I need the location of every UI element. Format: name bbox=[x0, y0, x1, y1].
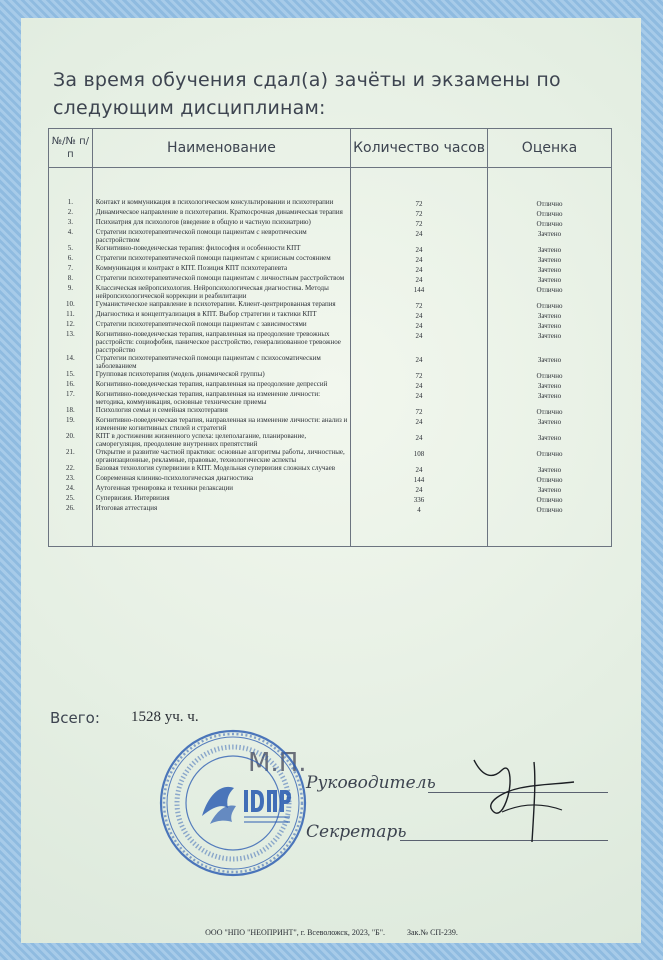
row-hours: 24 bbox=[351, 464, 488, 474]
table-row bbox=[49, 208, 612, 218]
row-discipline-name: Стратегии психотерапевтической помощи пациентам с личностным расстройством bbox=[92, 274, 350, 284]
row-hours: 24 bbox=[351, 330, 488, 354]
row-discipline-name: Когнитивно-поведенческая терапия, направленная на изменение личности: методика, коммуникация, основные технические приемы bbox=[92, 390, 350, 406]
row-grade: Зачтено bbox=[487, 432, 611, 448]
table-row bbox=[49, 504, 612, 547]
row-grade: Отлично bbox=[487, 406, 611, 416]
row-hours: 24 bbox=[351, 244, 488, 254]
row-discipline-name: Психология семьи и семейная психотерапия bbox=[92, 406, 350, 416]
row-discipline-name: Диагностика и концептуализация в КПТ. Выбор стратегии и тактики КПТ bbox=[92, 310, 350, 320]
row-grade: Зачтено bbox=[487, 416, 611, 432]
row-number: 16. bbox=[49, 380, 93, 390]
row-discipline-name: Классическая нейропсихология. Нейропсихологическая диагностика. Методы нейропсихологической коррекции и реабилитации bbox=[92, 284, 350, 300]
table-spacer-row bbox=[49, 168, 612, 199]
row-hours: 144 bbox=[351, 284, 488, 300]
table-row bbox=[49, 370, 612, 380]
table-row bbox=[49, 406, 612, 416]
row-discipline-name: Динамическое направление в психотерапии. Краткосрочная динамическая терапия bbox=[92, 208, 350, 218]
row-number: 3. bbox=[49, 218, 93, 228]
row-number: 7. bbox=[49, 264, 93, 274]
row-hours: 72 bbox=[351, 300, 488, 310]
row-discipline-name: Когнитивно-поведенческая терапия, направленная на преодоление депрессий bbox=[92, 380, 350, 390]
row-discipline-name: Стратегии психотерапевтической помощи пациентам с невротическим расстройством bbox=[92, 228, 350, 244]
row-hours: 24 bbox=[351, 484, 488, 494]
row-number: 2. bbox=[49, 208, 93, 218]
row-discipline-name: Контакт и коммуникация в психологическом консультировании и психотерапии bbox=[92, 198, 350, 208]
row-discipline-name: Итоговая аттестация bbox=[92, 504, 350, 547]
row-discipline-name: Когнитивно-поведенческая терапия: философия и особенности КПТ bbox=[92, 244, 350, 254]
footer-printer: ООО "НПО "НЕОПРИНТ", г. Всеволожск, 2023, "Б". bbox=[205, 928, 385, 937]
row-discipline-name: Когнитивно-поведенческая терапия, направленная на преодоление тревожных расстройств: социофобия, паническое расстройство, генерализованное тревожное расстройство bbox=[92, 330, 350, 354]
row-number: 22. bbox=[49, 464, 93, 474]
row-grade: Отлично bbox=[487, 494, 611, 504]
table-row bbox=[49, 264, 612, 274]
organization-stamp bbox=[158, 728, 308, 878]
table-row bbox=[49, 354, 612, 370]
row-number: 23. bbox=[49, 474, 93, 484]
footer-order: Зак.№ СП-239. bbox=[406, 928, 458, 937]
document-header: За время обучения сдал(а) зачёты и экзамены по следующим дисциплинам: bbox=[53, 69, 561, 119]
row-grade: Зачтено bbox=[487, 330, 611, 354]
row-discipline-name: Стратегии психотерапевтической помощи пациентам с психосоматическим заболеванием bbox=[92, 354, 350, 370]
row-discipline-name: Базовая технология супервизии в КПТ. Модельная супервизия сложных случаев bbox=[92, 464, 350, 474]
column-header-hours: Количество часов bbox=[351, 129, 488, 168]
row-grade: Отлично bbox=[487, 198, 611, 208]
row-number: 12. bbox=[49, 320, 93, 330]
row-hours: 24 bbox=[351, 254, 488, 264]
row-hours: 4 bbox=[351, 504, 488, 547]
table-header-row bbox=[49, 129, 612, 168]
row-grade: Зачтено bbox=[487, 354, 611, 370]
row-hours: 24 bbox=[351, 228, 488, 244]
table-row bbox=[49, 198, 612, 208]
total-section bbox=[50, 709, 199, 728]
row-hours: 108 bbox=[351, 448, 488, 464]
table-row bbox=[49, 330, 612, 354]
table-row bbox=[49, 484, 612, 494]
row-number: 19. bbox=[49, 416, 93, 432]
table-row bbox=[49, 448, 612, 464]
row-hours: 72 bbox=[351, 198, 488, 208]
total-label: Всего: bbox=[50, 709, 100, 727]
head-signature-label: Руководитель bbox=[306, 773, 436, 793]
row-grade: Отлично bbox=[487, 208, 611, 218]
row-grade: Отлично bbox=[487, 300, 611, 310]
table-row bbox=[49, 380, 612, 390]
row-hours: 24 bbox=[351, 274, 488, 284]
row-discipline-name: Открытие и развитие частной практики: основные алгоритмы работы, личностные, организационные, рекламные, правовые, технологические аспекты bbox=[92, 448, 350, 464]
row-number: 20. bbox=[49, 432, 93, 448]
row-hours: 24 bbox=[351, 432, 488, 448]
table-row bbox=[49, 390, 612, 406]
row-grade: Зачтено bbox=[487, 320, 611, 330]
row-grade: Отлично bbox=[487, 474, 611, 484]
row-number: 4. bbox=[49, 228, 93, 244]
row-number: 17. bbox=[49, 390, 93, 406]
row-discipline-name: Аутогенная тренировка и техники релаксации bbox=[92, 484, 350, 494]
secretary-signature-label: Секретарь bbox=[306, 822, 407, 842]
row-grade: Зачтено bbox=[487, 310, 611, 320]
table-row bbox=[49, 274, 612, 284]
row-hours: 72 bbox=[351, 370, 488, 380]
row-discipline-name: Современная клинико-психологическая диагностика bbox=[92, 474, 350, 484]
row-grade: Зачтено bbox=[487, 254, 611, 264]
table-row bbox=[49, 474, 612, 484]
row-discipline-name: Групповая психотерапия (модель динамической группы) bbox=[92, 370, 350, 380]
row-grade: Зачтено bbox=[487, 380, 611, 390]
table-row bbox=[49, 310, 612, 320]
row-grade: Зачтено bbox=[487, 274, 611, 284]
row-hours: 24 bbox=[351, 310, 488, 320]
table-row bbox=[49, 228, 612, 244]
row-number: 21. bbox=[49, 448, 93, 464]
row-grade: Отлично bbox=[487, 504, 611, 547]
row-grade: Отлично bbox=[487, 284, 611, 300]
row-hours: 144 bbox=[351, 474, 488, 484]
row-number: 9. bbox=[49, 284, 93, 300]
row-number: 24. bbox=[49, 484, 93, 494]
row-discipline-name: Коммуникация и контракт в КПТ. Позиция КПТ психотерапевта bbox=[92, 264, 350, 274]
row-discipline-name: Супервизия. Интервизия bbox=[92, 494, 350, 504]
row-grade: Зачтено bbox=[487, 228, 611, 244]
row-grade: Зачтено bbox=[487, 244, 611, 254]
table-body bbox=[49, 168, 612, 547]
row-discipline-name: Когнитивно-поведенческая терапия, направленная на изменение личности: анализ и изменение когнитивных стилей и стратегий bbox=[92, 416, 350, 432]
row-grade: Зачтено bbox=[487, 390, 611, 406]
row-grade: Отлично bbox=[487, 448, 611, 464]
handwritten-signature bbox=[462, 752, 582, 847]
row-hours: 336 bbox=[351, 494, 488, 504]
table-row bbox=[49, 284, 612, 300]
row-hours: 72 bbox=[351, 208, 488, 218]
row-discipline-name: КПТ в достижении жизненного успеха: целеполагание, планирование, саморегуляция, преодоление внутренних препятствий bbox=[92, 432, 350, 448]
row-number: 5. bbox=[49, 244, 93, 254]
row-hours: 24 bbox=[351, 380, 488, 390]
row-number: 8. bbox=[49, 274, 93, 284]
table-row bbox=[49, 464, 612, 474]
row-hours: 72 bbox=[351, 218, 488, 228]
row-hours: 24 bbox=[351, 264, 488, 274]
row-discipline-name: Психиатрия для психологов (введение в общую и частную психиатрию) bbox=[92, 218, 350, 228]
row-grade: Отлично bbox=[487, 370, 611, 380]
stamp-mark-label: М.П. bbox=[248, 748, 307, 778]
table-row bbox=[49, 218, 612, 228]
row-hours: 72 bbox=[351, 406, 488, 416]
row-discipline-name: Стратегии психотерапевтической помощи пациентам с кризисным состоянием bbox=[92, 254, 350, 264]
total-hours-value: 1528 уч. ч. bbox=[131, 709, 199, 725]
table-row bbox=[49, 416, 612, 432]
row-grade: Зачтено bbox=[487, 484, 611, 494]
printer-footer bbox=[0, 928, 663, 937]
row-number: 1. bbox=[49, 198, 93, 208]
column-header-grade: Оценка bbox=[487, 129, 611, 168]
row-number: 14. bbox=[49, 354, 93, 370]
table-row bbox=[49, 432, 612, 448]
row-number: 25. bbox=[49, 494, 93, 504]
row-discipline-name: Стратегии психотерапевтической помощи пациентам с зависимостями bbox=[92, 320, 350, 330]
row-number: 10. bbox=[49, 300, 93, 310]
row-grade: Отлично bbox=[487, 218, 611, 228]
row-grade: Зачтено bbox=[487, 264, 611, 274]
row-grade: Зачтено bbox=[487, 464, 611, 474]
row-discipline-name: Гуманистическое направление в психотерапии. Клиент-центрированная терапия bbox=[92, 300, 350, 310]
disciplines-table bbox=[48, 128, 612, 547]
row-hours: 24 bbox=[351, 390, 488, 406]
row-number: 11. bbox=[49, 310, 93, 320]
row-number: 13. bbox=[49, 330, 93, 354]
table-row bbox=[49, 254, 612, 264]
row-hours: 24 bbox=[351, 354, 488, 370]
row-hours: 24 bbox=[351, 416, 488, 432]
row-number: 15. bbox=[49, 370, 93, 380]
row-number: 26. bbox=[49, 504, 93, 547]
table-row bbox=[49, 300, 612, 310]
row-hours: 24 bbox=[351, 320, 488, 330]
row-number: 6. bbox=[49, 254, 93, 264]
table-row bbox=[49, 320, 612, 330]
table-row bbox=[49, 244, 612, 254]
table-row bbox=[49, 494, 612, 504]
row-number: 18. bbox=[49, 406, 93, 416]
column-header-number: №/№ п/п bbox=[49, 129, 93, 168]
column-header-name: Наименование bbox=[92, 129, 350, 168]
